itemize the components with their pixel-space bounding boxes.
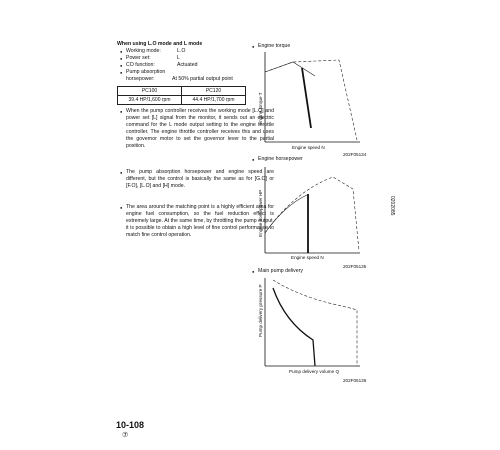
table-cell-pc120: 44.4 HP/1,700 rpm — [182, 96, 246, 105]
torque-partial-curve — [265, 62, 315, 76]
section-heading: When using L.O mode and L mode — [117, 41, 203, 47]
hp-max-curve — [265, 177, 359, 251]
spec-working-mode-label: ● Working mode: — [126, 48, 161, 55]
table-row — [118, 96, 246, 105]
table-header-row — [118, 87, 246, 96]
hp-x-label: Engine speed N — [291, 255, 324, 260]
table-cell-pc100: 39.4 HP/1,600 rpm — [118, 96, 182, 105]
hp-figure-code: 202F05135 — [343, 264, 367, 269]
pump-y-label: Pump delivery pressure P — [258, 284, 263, 337]
engine-torque-graph — [255, 50, 370, 148]
torque-y-label: Engine torque T — [258, 92, 263, 125]
side-document-code: 0202085 — [389, 196, 395, 216]
graph-title-engine-torque: ● Engine torque — [258, 43, 290, 50]
pump-x-label: Pump delivery volume Q — [289, 369, 340, 374]
pump-figure-code: 202F05136 — [343, 378, 367, 383]
spec-hp-value: At 50% partial output point — [172, 76, 233, 82]
output-table — [117, 86, 246, 105]
graph-title-engine-horsepower: ● Engine horsepower — [258, 156, 303, 163]
paragraph-controller: ● When the pump controller receives the working mode [L.O] and power set [L] signal from the monitor, it sends out an electric command for the L mode output setting to the engine throttle controller. The engine throttle controller receives this and uses the governor motor to set the governor lever to the partial position. — [126, 108, 274, 150]
pump-partial-curve — [273, 288, 315, 366]
hp-y-label: Engine horsepower HP — [258, 189, 263, 237]
spec-co-function-label: ● CO function: — [126, 62, 155, 69]
spec-working-mode-value: L.O — [177, 48, 186, 54]
spec-power-set-label: ● Power set: — [126, 55, 151, 62]
page-number: 10-108 — [116, 420, 145, 430]
spec-co-function-value: Actuated — [177, 62, 198, 68]
paragraph-matching-point: ● The area around the matching point is a highly efficient area for engine fuel consumption, so the fuel reduction effect is extremely large. At the same time, by throttling the pump output, it is possible to obtain a high level of fine control performance to match fine control operation. — [126, 204, 274, 239]
pump-delivery-graph — [255, 274, 370, 372]
pump-max-curve — [273, 280, 357, 366]
revision-mark: ⑦ — [122, 432, 129, 439]
table-header-pc120: PC120 — [182, 87, 246, 96]
torque-operating-line — [302, 68, 311, 128]
graph-title-pump-delivery: ● Main pump delivery — [258, 268, 303, 275]
torque-x-label: Engine speed N — [292, 145, 325, 150]
hp-partial-curve — [265, 195, 307, 233]
spec-power-set-value: L — [177, 55, 180, 61]
engine-horsepower-graph — [255, 163, 370, 263]
spec-hp-label: horsepower: — [126, 76, 155, 82]
paragraph-absorption: ● The pump absorption horsepower and engine speed are different, but the control is basically the same as for [G.O] or [F.O], [L.O] and [H] mode. — [126, 169, 274, 190]
torque-figure-code: 202F05134 — [343, 152, 367, 157]
spec-pump-absorption-label: ● Pump absorption — [126, 69, 165, 76]
table-header-pc100: PC100 — [118, 87, 182, 96]
